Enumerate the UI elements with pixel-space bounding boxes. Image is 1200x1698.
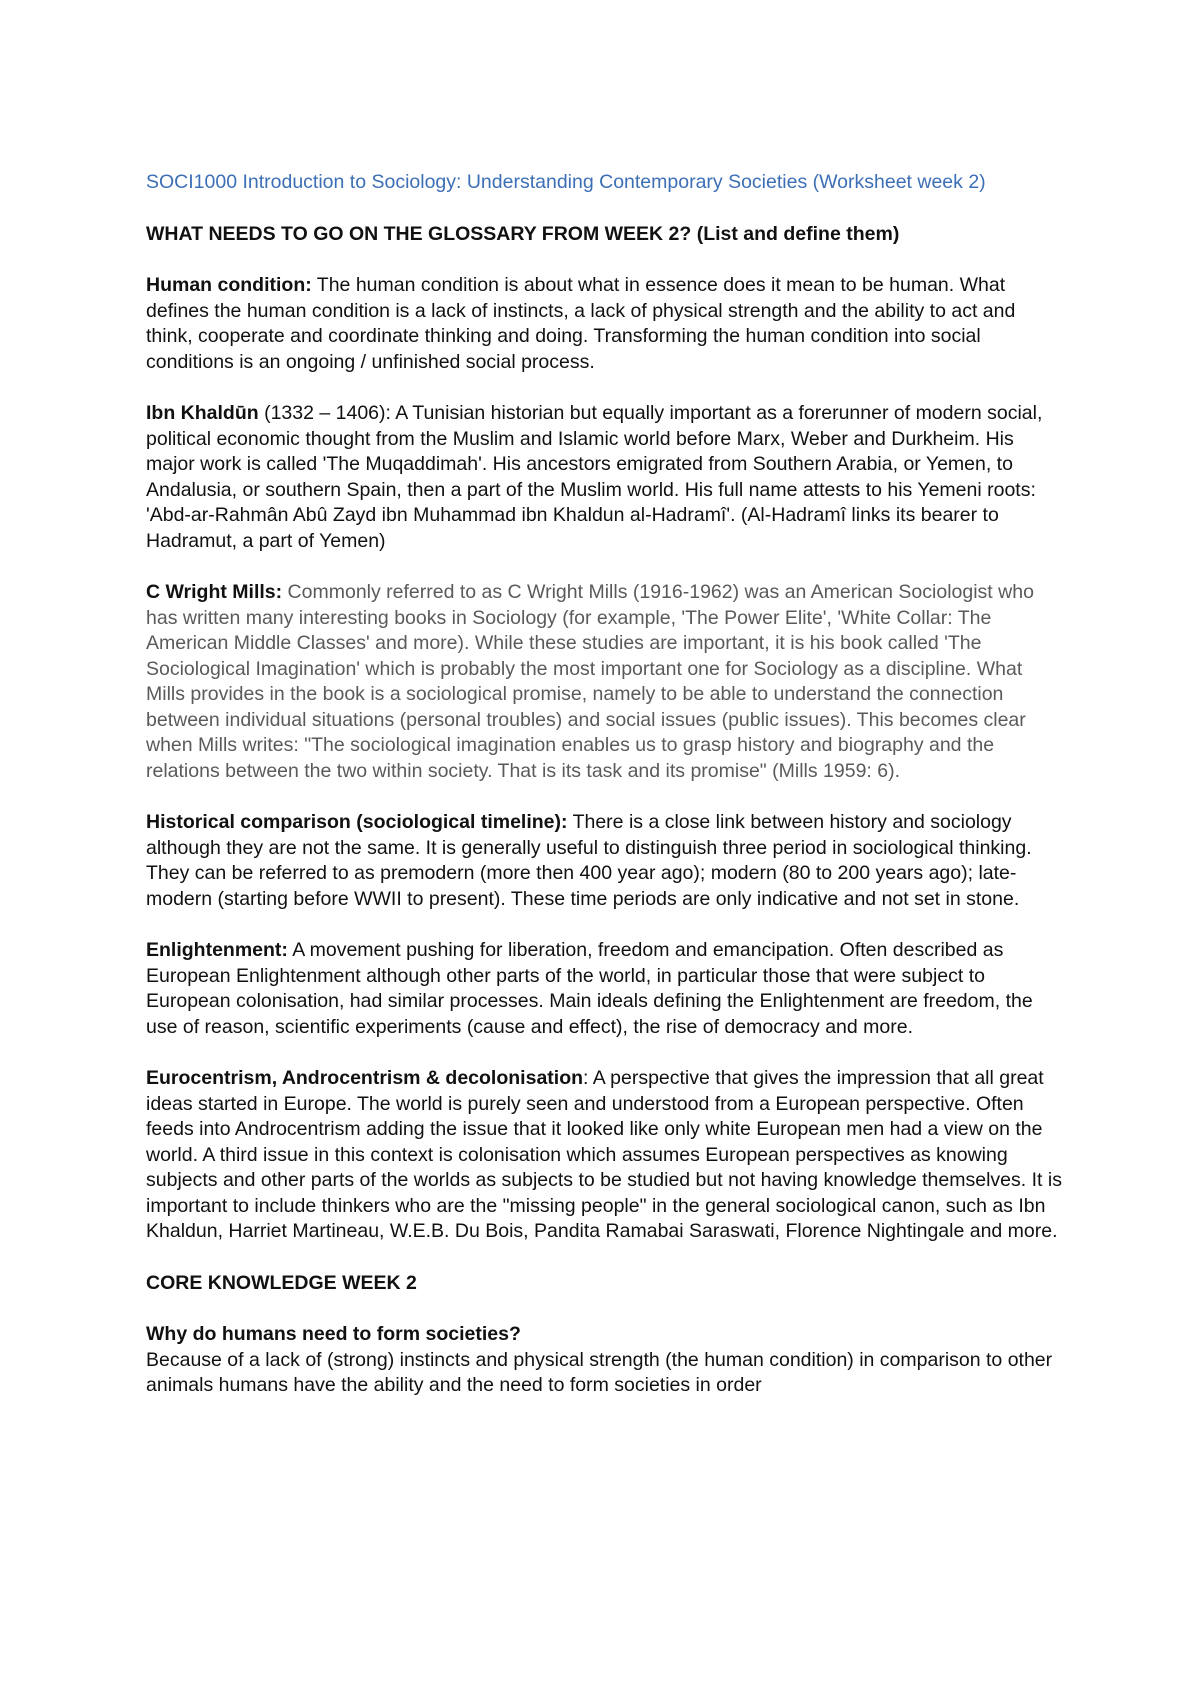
glossary-entry-historical-comparison <box>146 810 1066 912</box>
glossary-definition: (1332 – 1406): A Tunisian historian but equally important as a forerunner of modern social, political economic thought from the Muslim and Islamic world before Marx, Weber and Durkheim. His major work is called 'The Muqaddimah'. His ancestors emigrated from Southern Arabia, or Yemen, to Andalusia, or southern Spain, then a part of the Muslim world. His full name attests to his Yemeni roots: 'Abd-ar-Rahmân Abû Zayd ibn Muhammad ibn Khaldun al-Hadramî'. (Al-Hadramî links its bearer to Hadramut, a part of Yemen) <box>146 402 1043 552</box>
glossary-definition: A movement pushing for liberation, freedom and emancipation. Often described as European Enlightenment although other parts of the world, in particular those that were subject to European colonisation, had similar processes. Main ideals defining the Enlightenment are freedom, the use of reason, scientific experiments (cause and effect), the rise of democracy and more. <box>146 939 1033 1038</box>
document-title: SOCI1000 Introduction to Sociology: Understanding Contemporary Societies (Worksheet week 2) <box>146 171 986 193</box>
glossary-definition: There is a close link between history and sociology although they are not the same. It is generally useful to distinguish three period in sociological thinking. They can be referred to as premodern (more then 400 year ago); modern (80 to 200 years ago); late-modern (starting before WWII to present). These time periods are only indicative and not set in stone. <box>146 811 1032 910</box>
glossary-term: Historical comparison (sociological timeline): <box>146 811 568 833</box>
glossary-definition: The human condition is about what in essence does it mean to be human. What defines the human condition is a lack of instincts, a lack of physical strength and the ability to act and think, cooperate and coordinate thinking and doing. Transforming the human condition into social conditions is an ongoing / unfinished social process. <box>146 274 1016 373</box>
glossary-entry-enlightenment <box>146 938 1066 1040</box>
glossary-term: Eurocentrism, Androcentrism & decolonisation <box>146 1067 584 1089</box>
core-question: Why do humans need to form societies? <box>146 1323 521 1345</box>
glossary-definition: Commonly referred to as C Wright Mills (1916-1962) was an American Sociologist who has written many interesting books in Sociology (for example, 'The Power Elite', 'White Collar: The American Middle Classes' and more). While these studies are important, it is his book called 'The Sociological Imagination' which is probably the most important one for Sociology as a discipline. What Mills provides in the book is a sociological promise, namely to be able to understand the connection between individual situations (personal troubles) and social issues (public issues). This becomes clear when Mills writes: "The sociological imagination enables us to grasp history and biography and the relations between the two within society. That is its task and its promise" (Mills 1959: 6). <box>146 581 1034 782</box>
glossary-entry-c-wright-mills <box>146 580 1066 784</box>
glossary-heading: WHAT NEEDS TO GO ON THE GLOSSARY FROM WEEK 2? (List and define them) <box>146 222 900 245</box>
glossary-definition: : A perspective that gives the impression that all great ideas started in Europe. The world is purely seen and understood from a European perspective. Often feeds into Androcentrism adding the issue that it looked like only white European men had a view on the world. A third issue in this context is colonisation which assumes European perspectives as knowing subjects and other parts of the worlds as subjects to be studied but not having knowledge themselves. It is important to include thinkers who are the "missing people" in the general sociological canon, such as Ibn Khaldun, Harriet Martineau, W.E.B. Du Bois, Pandita Ramabai Saraswati, Florence Nightingale and more. <box>146 1067 1062 1242</box>
glossary-term: Ibn Khaldūn <box>146 402 259 424</box>
glossary-entry-human-condition <box>146 273 1066 375</box>
core-knowledge-heading: CORE KNOWLEDGE WEEK 2 <box>146 1271 417 1294</box>
glossary-term: Human condition: <box>146 274 312 296</box>
glossary-term: C Wright Mills: <box>146 581 283 603</box>
glossary-entry-ibn-khaldun <box>146 401 1066 554</box>
document-page <box>146 170 1066 1399</box>
glossary-entry-eurocentrism <box>146 1066 1066 1245</box>
glossary-term: Enlightenment: <box>146 939 288 961</box>
core-answer: Because of a lack of (strong) instincts and physical strength (the human condition) in comparison to other animals humans have the ability and the need to form societies in order <box>146 1348 1053 1396</box>
